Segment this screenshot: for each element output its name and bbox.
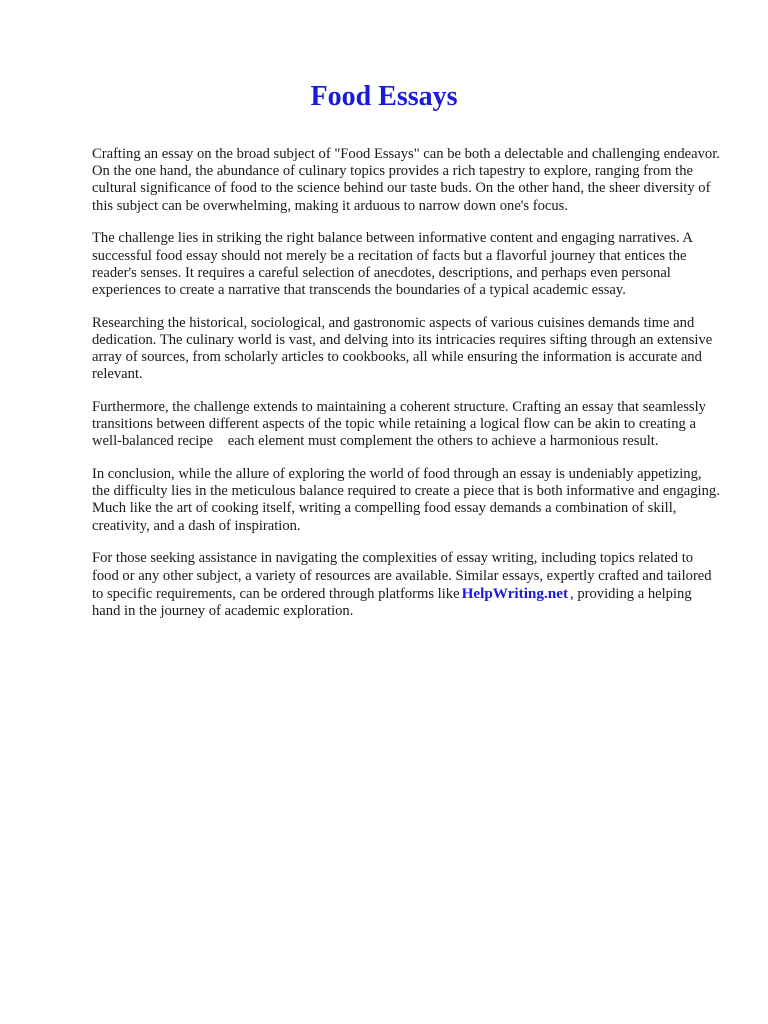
essay-paragraph-5: In conclusion, while the allure of exploring the world of food through an essay is undeniably appetizing, the difficulty lies in the meticulous balance required to create a piece that is both informative and engaging. Much like the art of cooking itself, writing a compelling food essay demands a combination of skill, creativity, and a dash of inspiration.	[92, 466, 720, 534]
page-title: Food Essays	[310, 81, 458, 112]
essay-paragraph-4: Furthermore, the challenge extends to maintaining a coherent structure. Crafting an essay that seamlessly transitions between different aspects of the topic while retaining a logical flow can be akin to creating a well-balanced recipe each element must complement the others to achieve a harmonious result.	[92, 398, 710, 450]
essay-paragraph-2: The challenge lies in striking the right balance between informative content and engaging narratives. A successful food essay should not merely be a recitation of facts but a flavorful journey that entices the reader's senses. It requires a careful selection of anecdotes, descriptions, and perhaps even personal experiences to create a narrative that transcends the boundaries of a typical academic essay.	[92, 230, 693, 298]
essay-paragraph-3: Researching the historical, sociological, and gastronomic aspects of various cuisines demands time and dedication. The culinary world is vast, and delving into its intricacies requires sifting through an extensive array of sources, from scholarly articles to cookbooks, all while ensuring the information is accurate and relevant.	[92, 314, 713, 383]
helpwriting-link[interactable]: HelpWriting.net	[461, 584, 569, 602]
final-paragraph-text-before-link: For those seeking assistance in navigating the complexities of essay writing, including topics related to food or any other subject, a variety of resources are available. Similar essays, expertly crafted and tailored to specific requirements, can be ordered through platforms like	[92, 550, 712, 602]
essay-paragraph-1: Crafting an essay on the broad subject of "Food Essays" can be both a delectable and challenging endeavor. On the one hand, the abundance of culinary topics provides a rich tapestry to explore, ranging from the cultural significance of food to the science behind our taste buds. On the other hand, the sheer diversity of this subject can be overwhelming, making it arduous to narrow down one's focus.	[92, 146, 720, 214]
essay-paragraph-final	[92, 550, 722, 620]
final-paragraph-text-after-link: , providing a helping hand in the journey of academic exploration.	[92, 585, 692, 619]
essay-body	[92, 146, 722, 636]
